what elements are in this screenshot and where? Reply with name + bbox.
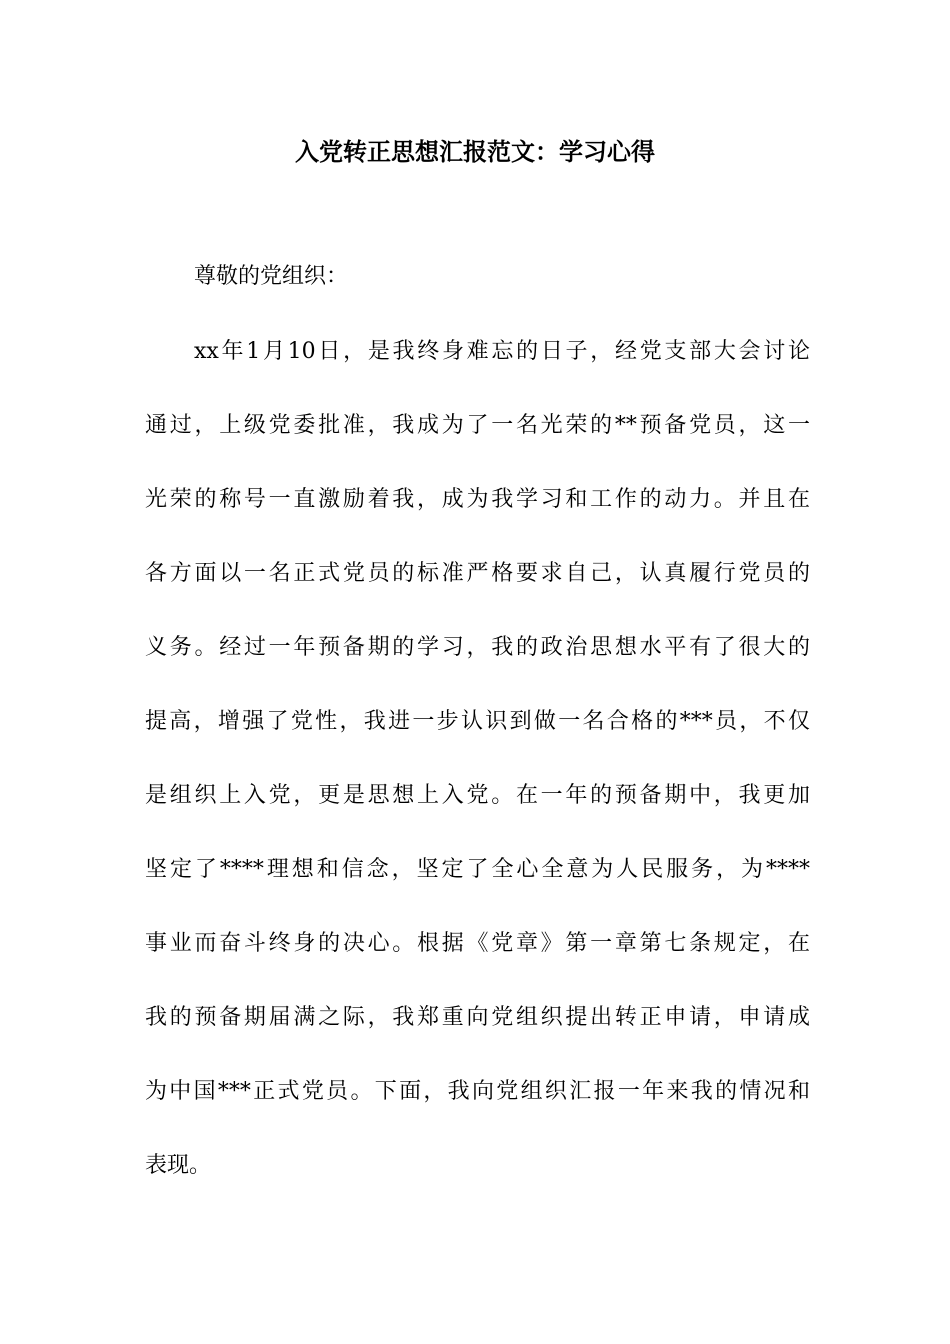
paragraph-line-5: 义务。经过一年预备期的学习，我的政治思想水平有了很大的 (145, 635, 810, 660)
paragraph-line-6: 提高，增强了党性，我进一步认识到做一名合格的***员，不仅 (145, 709, 810, 734)
document-title: 入党转正思想汇报范文：学习心得 (295, 137, 655, 166)
paragraph-line-7: 是组织上入党，更是思想上入党。在一年的预备期中，我更加 (145, 783, 810, 808)
paragraph-line-1: xx年1月10日，是我终身难忘的日子，经党支部大会讨论 (194, 339, 810, 364)
paragraph-line-4: 各方面以一名正式党员的标准严格要求自己，认真履行党员的 (145, 561, 810, 586)
body-paragraph (145, 327, 810, 1215)
paragraph-line-9: 事业而奋斗终身的决心。根据《党章》第一章第七条规定，在 (145, 931, 810, 956)
paragraph-line-11: 为中国***正式党员。下面，我向党组织汇报一年来我的情况和 (145, 1079, 810, 1104)
paragraph-line-12: 表现。 (145, 1153, 212, 1178)
salutation: 尊敬的党组织： (194, 264, 349, 289)
paragraph-line-8: 坚定了****理想和信念，坚定了全心全意为人民服务，为**** (145, 857, 810, 882)
paragraph-line-2: 通过，上级党委批准，我成为了一名光荣的**预备党员，这一 (145, 413, 810, 438)
paragraph-line-10: 我的预备期届满之际，我郑重向党组织提出转正申请，申请成 (145, 1005, 810, 1030)
paragraph-line-3: 光荣的称号一直激励着我，成为我学习和工作的动力。并且在 (145, 487, 810, 512)
